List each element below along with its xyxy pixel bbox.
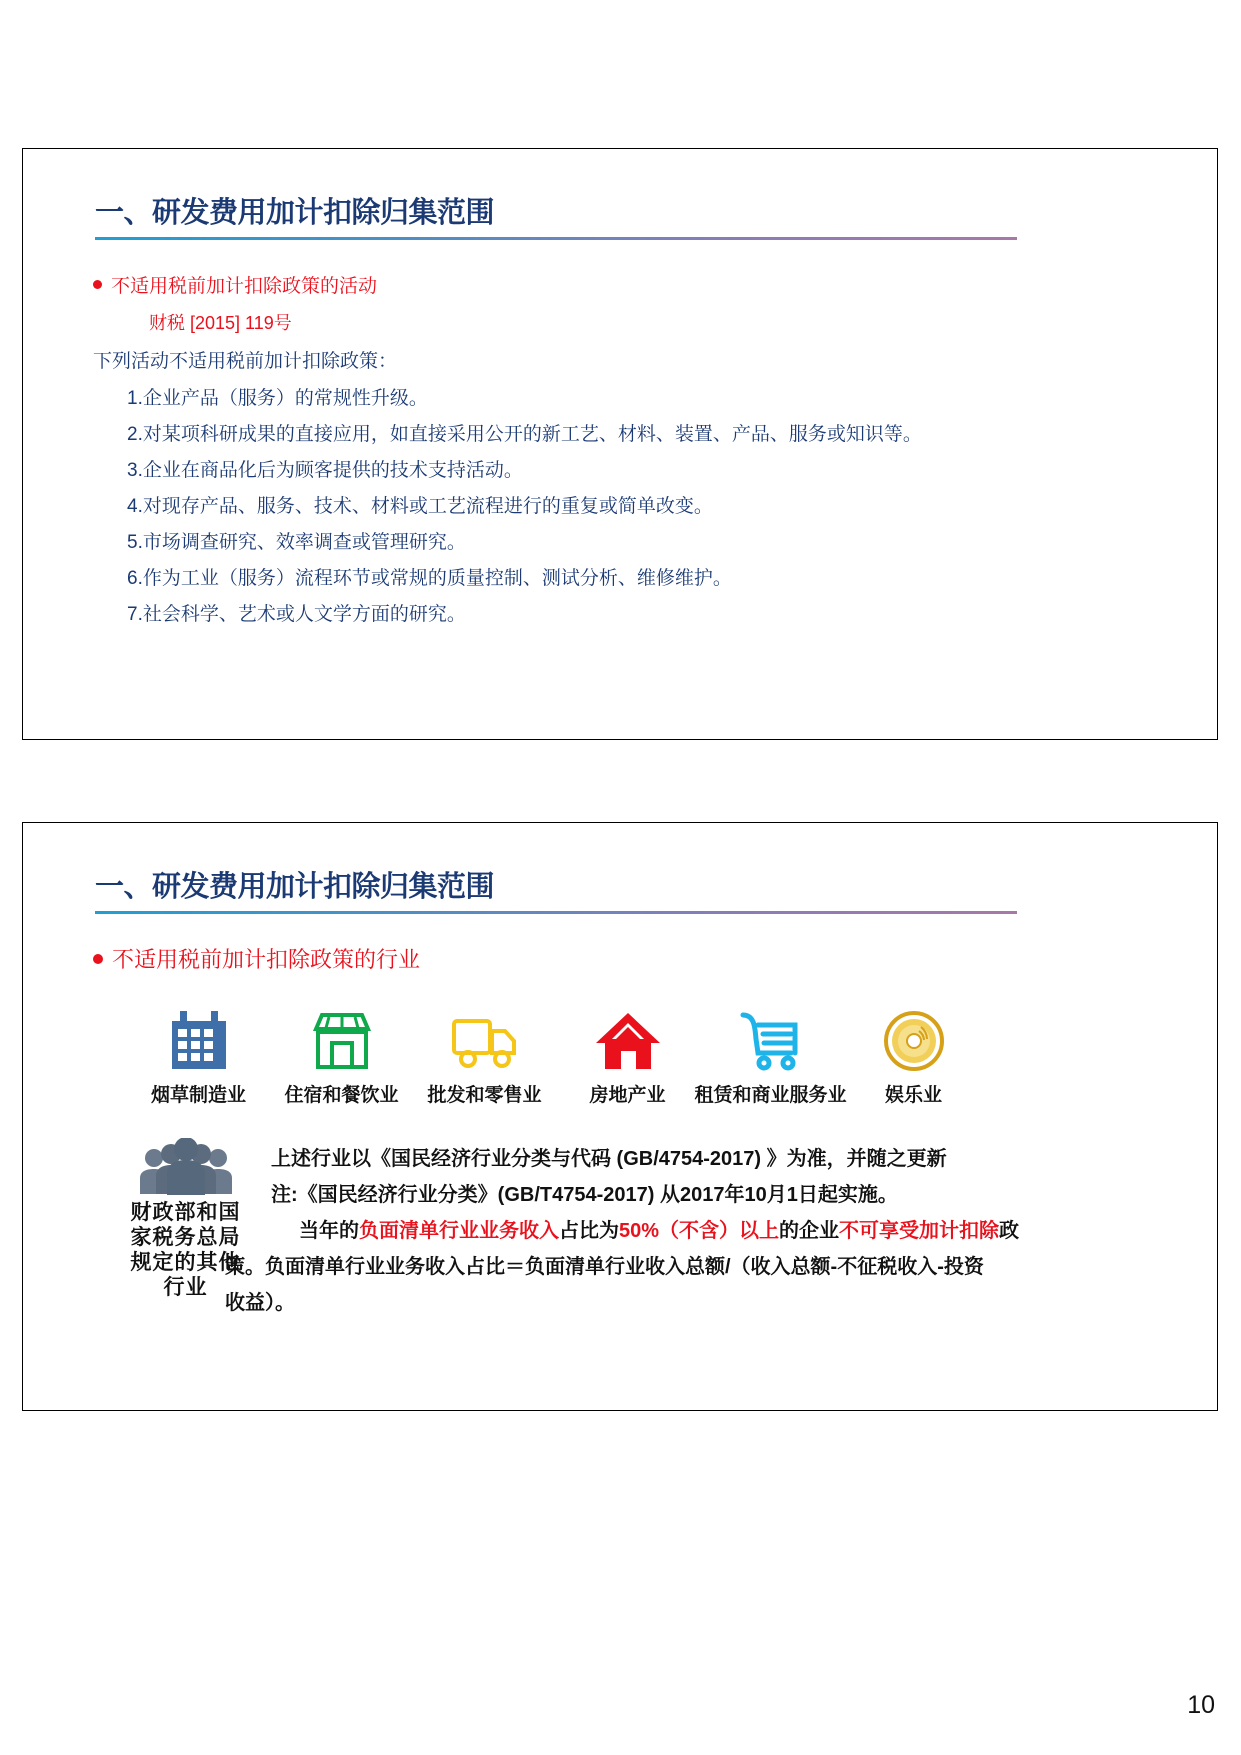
note-line-2: 注:《国民经济行业分类》(GB/T4754-2017) 从2017年10月1日起实施。 [271, 1184, 898, 1206]
note-line-3-highlight-2: 50%（不含）以上 [619, 1220, 780, 1242]
industry-label: 房地产业 [589, 1085, 666, 1106]
list-item: 1.企业产品（服务）的常规性升级。 [127, 388, 428, 409]
industry-item-hospitality [270, 1005, 413, 1107]
note-line-3 [271, 1213, 1061, 1249]
note-line-3-highlight-3: 不可享受加计扣除 [839, 1220, 1000, 1242]
note-line-3-part-b: 占比为 [559, 1220, 619, 1242]
list-item: 5.市场调查研究、效率调查或管理研究。 [127, 532, 466, 553]
industry-note-paragraph [225, 1141, 1061, 1321]
slide-2-bullet [93, 943, 420, 974]
industry-item-real-estate [556, 1005, 699, 1107]
industry-icon-row [127, 1005, 1127, 1107]
title-divider [95, 237, 1017, 240]
gov-label-line: 行业 [163, 1276, 208, 1299]
slide-1-lead-text: 下列活动不适用税前加计扣除政策： [93, 351, 398, 372]
industry-label: 娱乐业 [884, 1085, 942, 1106]
list-item: 6.作为工业（服务）流程环节或常规的质量控制、测试分析、维修维护。 [127, 568, 732, 589]
slide-2-bullet-label: 不适用税前加计扣除政策的行业 [112, 947, 421, 972]
slide-1 [22, 148, 1218, 740]
gov-label-line: 财政部和国 [130, 1201, 241, 1224]
gov-label-line: 家税务总局 [130, 1226, 241, 1249]
slide-1-document-reference: 财税 [2015] 119号 [149, 313, 292, 333]
industry-item-wholesale-retail [413, 1005, 556, 1107]
list-item: 3.企业在商品化后为顾客提供的技术支持活动。 [127, 460, 523, 481]
note-line-4: 策。负面清单行业业务收入占比＝负面清单行业收入总额/（收入总额-不征税收入-投资 [225, 1256, 984, 1278]
house-icon [595, 1005, 661, 1071]
note-line-3-part-a: 当年的 [299, 1220, 359, 1242]
industry-label: 烟草制造业 [150, 1085, 246, 1106]
page-number: 10 [1187, 1691, 1215, 1719]
slide-2-title: 一、研发费用加计扣除归集范围 [95, 871, 495, 903]
slide-2 [22, 822, 1218, 1411]
slide-1-bullet-label: 不适用税前加计扣除政策的活动 [111, 276, 378, 297]
industry-item-tobacco [127, 1005, 270, 1107]
note-line-1: 上述行业以《国民经济行业分类与代码 (GB/4754-2017) 》为准，并随之更新 [271, 1148, 947, 1170]
slide-1-title: 一、研发费用加计扣除归集范围 [95, 197, 495, 229]
slide-1-bullet [93, 271, 377, 298]
industry-label: 住宿和餐饮业 [284, 1085, 399, 1106]
delivery-truck-icon [451, 1005, 519, 1071]
title-divider [95, 911, 1017, 914]
slide-1-exclusion-list [127, 381, 922, 633]
list-item: 4.对现存产品、服务、技术、材料或工艺流程进行的重复或简单改变。 [127, 496, 713, 517]
note-line-3-highlight-1: 负面清单行业业务收入 [359, 1220, 559, 1242]
note-line-5: 收益）。 [225, 1292, 295, 1314]
bullet-dot-icon [93, 280, 102, 289]
industry-item-entertainment [842, 1005, 985, 1107]
compact-disc-icon [883, 1005, 945, 1071]
note-line-3-part-c: 的企业 [779, 1220, 840, 1242]
shopping-cart-icon [739, 1005, 803, 1071]
industry-item-leasing-business-services [694, 1005, 847, 1107]
factory-building-icon [170, 1005, 228, 1071]
storefront-icon [310, 1005, 374, 1071]
note-line-3-part-d: 政 [999, 1220, 1020, 1242]
people-group-icon [103, 1136, 268, 1196]
industry-label: 租赁和商业服务业 [694, 1085, 847, 1106]
bullet-dot-icon [93, 954, 103, 964]
list-item: 7.社会科学、艺术或人文学方面的研究。 [127, 604, 466, 625]
industry-label: 批发和零售业 [427, 1085, 542, 1106]
list-item: 2.对某项科研成果的直接应用，如直接采用公开的新工艺、材料、装置、产品、服务或知识等。 [127, 424, 922, 445]
gov-label-line: 规定的其他 [130, 1251, 241, 1274]
